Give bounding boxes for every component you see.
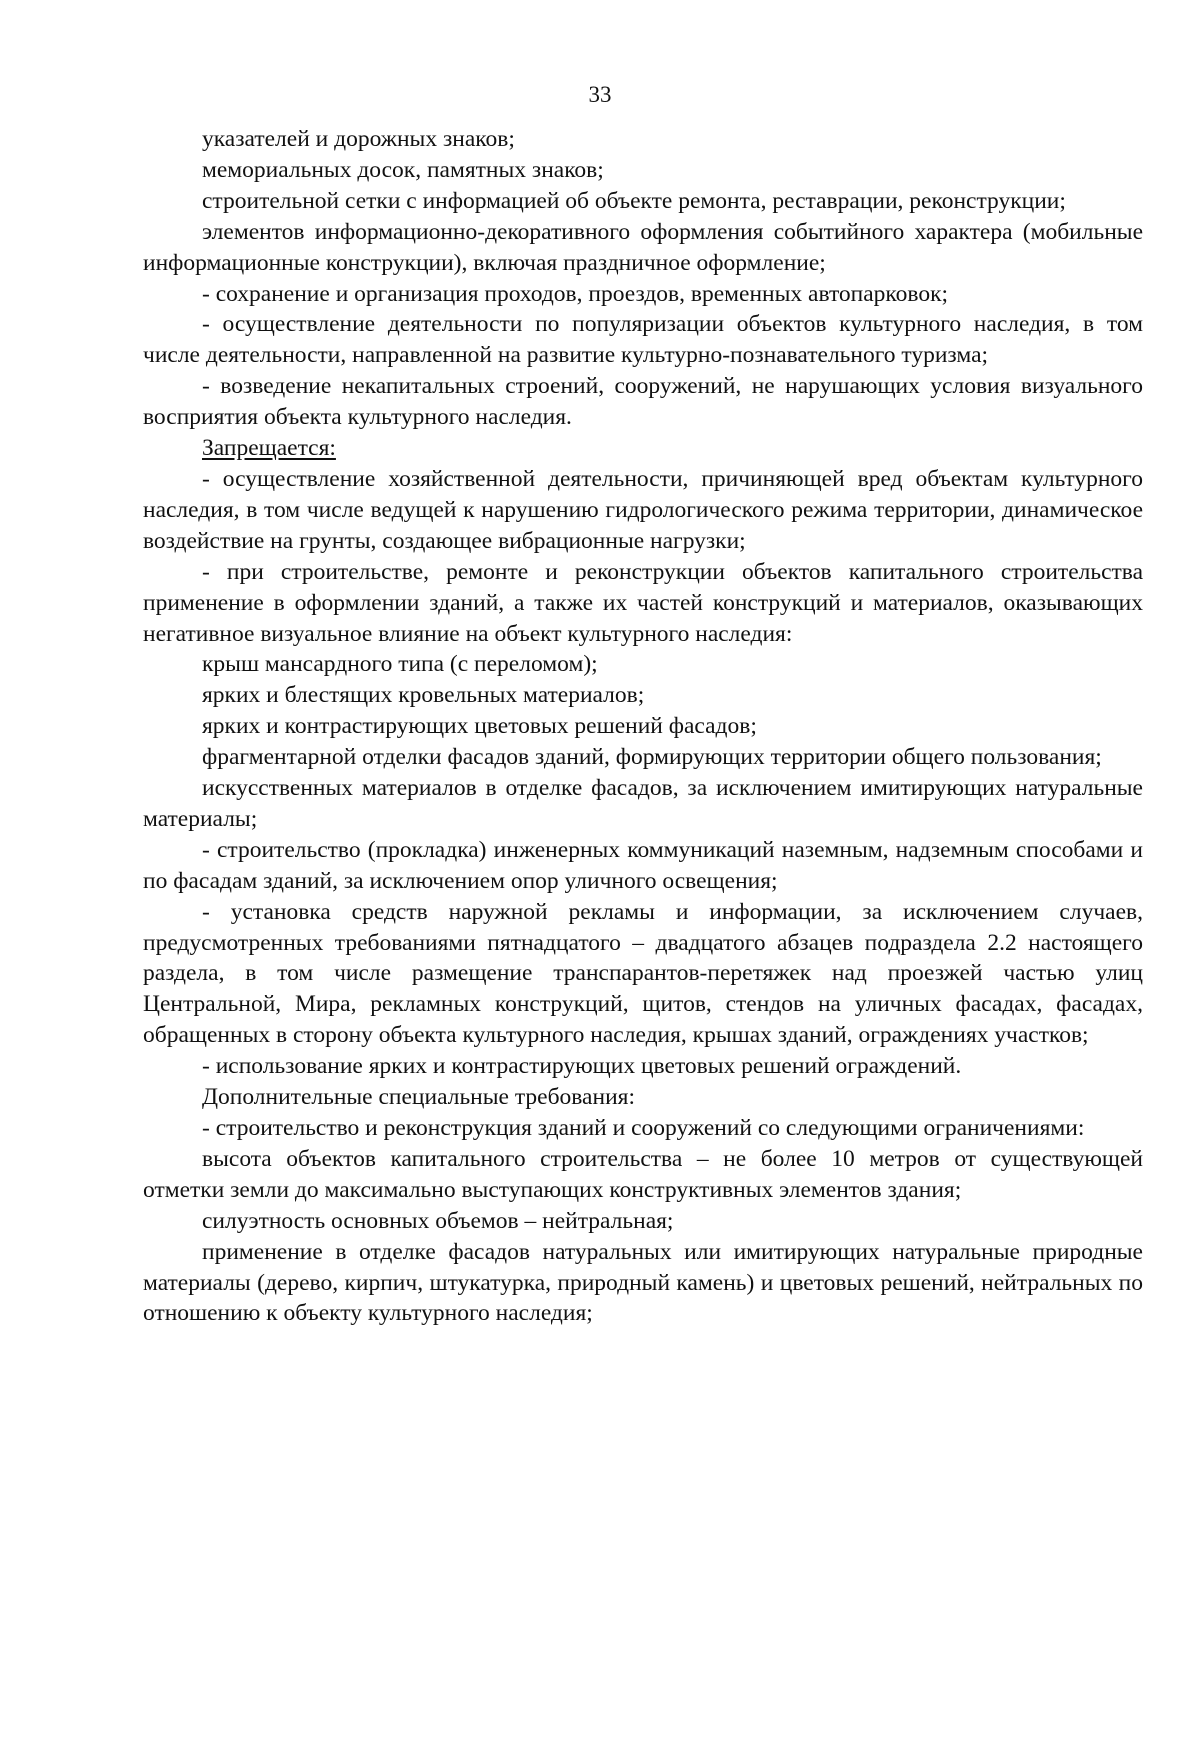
paragraph: ярких и блестящих кровельных материалов; [202,682,645,709]
paragraph: указателей и дорожных знаков; [202,126,515,152]
document-body [143,124,1143,1329]
paragraph: крыш мансардного типа (с переломом); [202,651,598,678]
paragraph: строительной сетки с информацией об объекте ремонта, реставрации, реконструкции; [202,187,1066,214]
paragraph: фрагментарной отделки фасадов зданий, формирующих территории общего пользования; [202,744,1102,771]
paragraph: мемориальных досок, памятных знаков; [202,156,604,183]
paragraph: - сохранение и организация проходов, проездов, временных автопарковок; [202,280,949,307]
paragraph: элементов информационно-декоративного оформления событийного характера (мобильные информационные конструкции), включая праздничное оформление; [143,218,1143,276]
paragraph: - осуществление хозяйственной деятельности, причиняющей вред объектам культурного наследия, в том числе ведущей к нарушению гидрологического режима территории, динамическое воздействие на грунты, создающее вибрационные нагрузки; [143,465,1143,554]
paragraph: - установка средств наружной рекламы и информации, за исключением случаев, предусмотренных требованиями пятнадцатого – двадцатого абзацев подраздела 2.2 настоящего раздела, в том числе размещение транспарантов-перетяжек над проезжей частью улиц Центральной, Мира, рекламных конструкций, щитов, стендов на уличных фасадах, фасадах, обращенных в сторону объекта культурного наследия, крышах зданий, ограждениях участков; [143,898,1143,1049]
paragraph: высота объектов капитального строительства – не более 10 метров от существующей отметки земли до максимально выступающих конструктивных элементов здания; [143,1145,1143,1203]
paragraph: - осуществление деятельности по популяризации объектов культурного наследия, в том числе деятельности, направленной на развитие культурно-познавательного туризма; [143,311,1143,369]
paragraph: Дополнительные специальные требования: [202,1084,635,1111]
page-number: 33 [588,82,612,107]
paragraph: ярких и контрастирующих цветовых решений фасадов; [202,713,757,740]
paragraph: - использование ярких и контрастирующих цветовых решений ограждений. [202,1053,962,1080]
section-heading-text: Запрещается: [202,435,336,462]
paragraph: силуэтность основных объемов – нейтральная; [202,1207,674,1234]
paragraph: - строительство (прокладка) инженерных коммуникаций наземным, надземным способами и по фасадам зданий, за исключением опор уличного освещения; [143,836,1143,894]
section-heading-prohibited [143,433,1143,464]
paragraph: - при строительстве, ремонте и реконструкции объектов капитального строительства применение в оформлении зданий, а также их частей конструкций и материалов, оказывающих негативное визуальное влияние на объект культурного наследия: [143,558,1143,647]
paragraph: - строительство и реконструкция зданий и сооружений со следующими ограничениями: [202,1115,1085,1141]
paragraph: - возведение некапитальных строений, сооружений, не нарушающих условия визуального восприятия объекта культурного наследия. [143,373,1143,431]
paragraph: применение в отделке фасадов натуральных или имитирующих натуральные природные материалы (дерево, кирпич, штукатурка, природный камень) и цветовых решений, нейтральных по отношению к объекту культурного наследия; [143,1238,1143,1327]
paragraph: искусственных материалов в отделке фасадов, за исключением имитирующих натуральные материалы; [143,775,1143,832]
